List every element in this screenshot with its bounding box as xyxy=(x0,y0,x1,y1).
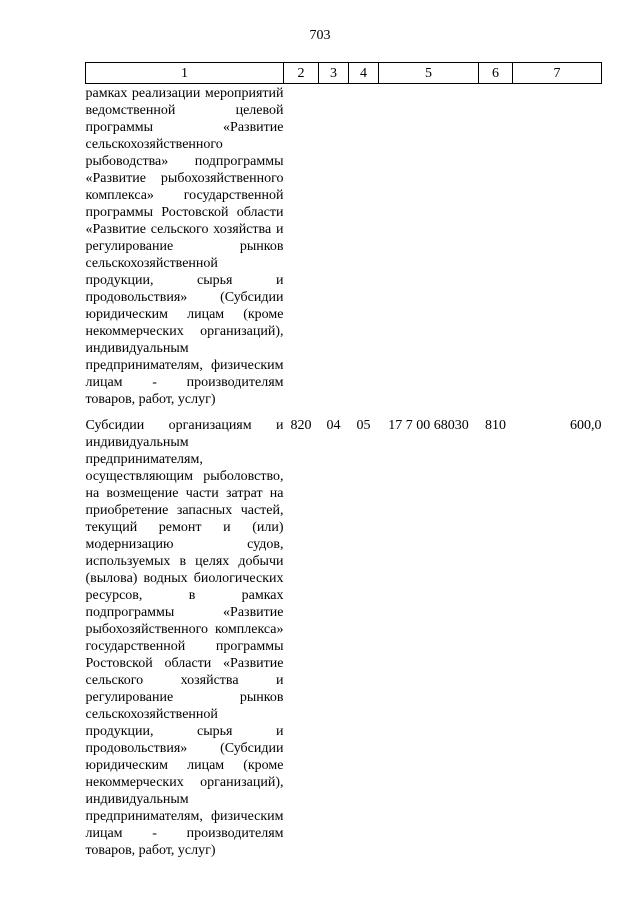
budget-table xyxy=(85,62,602,859)
cell-subsection xyxy=(349,84,379,417)
cell-ministry-code xyxy=(284,84,319,417)
cell-section xyxy=(319,84,349,417)
column-header-6: 6 xyxy=(479,63,513,84)
column-header-4: 4 xyxy=(349,63,379,84)
column-header-1: 1 xyxy=(86,63,284,84)
table-row xyxy=(86,416,602,859)
cell-subsection: 05 xyxy=(356,418,371,433)
column-header-5: 5 xyxy=(379,63,479,84)
row-description xyxy=(86,84,284,417)
column-header-2: 2 xyxy=(284,63,319,84)
row-description-text: Субсидии организациям и индивидуальным предпринимателям, осуществляющим рыболовство, на возмещение части затрат на приобретение запасных частей, текущий ремонт и (или) модернизацию судов, используемых в целях добычи (вылова) водных биологических ресурсов, в рамках подпрограммы «Развитие рыбохозяйственного комплекса» государственной программы Ростовской области «Развитие сельского хозяйства и регулирование рынков сельскохозяйственной продукции, сырья и продовольствия» (Субсидии юридическим лицам (кроме некоммерческих организаций), индивидуальным предпринимателям, физическим лицам - производителям товаров, работ, услуг) xyxy=(85,418,284,858)
header-row xyxy=(86,63,602,84)
cell-expense-type: 810 xyxy=(485,418,506,433)
row-description xyxy=(86,416,284,859)
cell-section: 04 xyxy=(326,418,341,433)
cell-target-article: 17 7 00 68030 xyxy=(388,418,469,433)
cell-target-article xyxy=(379,84,479,417)
table-row xyxy=(86,84,602,417)
cell-amount xyxy=(513,84,602,417)
cell-ministry-code: 820 xyxy=(290,418,312,433)
page-number: 703 xyxy=(309,28,331,43)
column-header-7: 7 xyxy=(513,63,602,84)
column-header-3: 3 xyxy=(319,63,349,84)
cell-expense-type xyxy=(479,84,513,417)
cell-amount: 600,0 xyxy=(570,418,602,433)
row-description-text: рамках реализации мероприятий ведомственной целевой программы «Развитие сельскохозяйственного рыбоводства» подпрограммы «Развитие рыбохозяйственного комплекса» государственной программы Ростовской области «Развитие сельского хозяйства и регулирование рынков сельскохозяйственной продукции, сырья и продовольствия» (Субсидии юридическим лицам (кроме некоммерческих организаций), индивидуальным предпринимателям, физическим лицам - производителям товаров, работ, услуг) xyxy=(85,86,284,407)
